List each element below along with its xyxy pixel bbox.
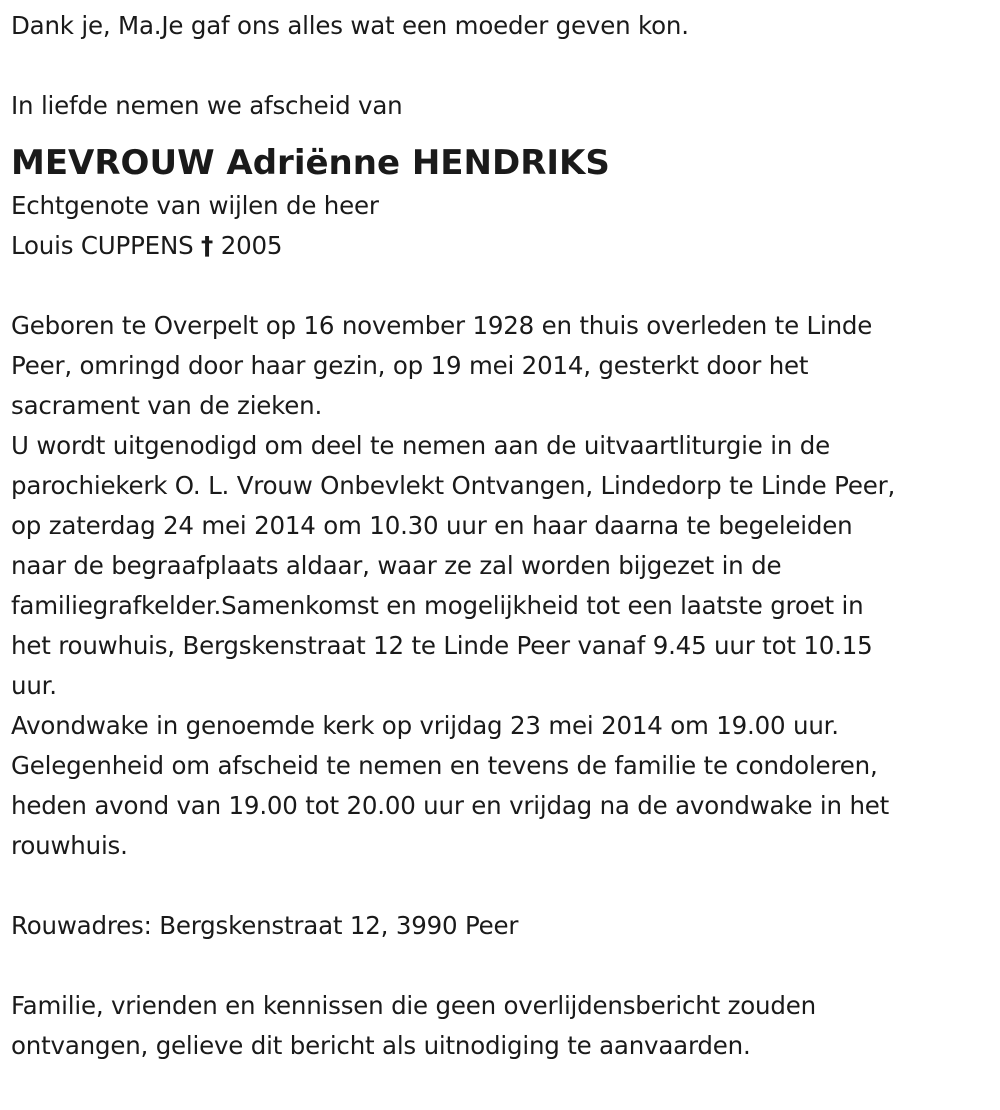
body-line: op zaterdag 24 mei 2014 om 10.30 uur en haar daarna te begeleiden [11,511,853,540]
cross-icon: † [201,231,214,260]
spouse-line: Echtgenote van wijlen de heer [11,191,379,220]
intro-line: In liefde nemen we afscheid van [11,91,403,120]
body-line: parochiekerk O. L. Vrouw Onbevlekt Ontvangen, Lindedorp te Linde Peer, [11,471,896,500]
spacer [11,266,996,306]
deceased-name: MEVROUW Adriënne HENDRIKS [11,143,610,183]
body-line: U wordt uitgenodigd om deel te nemen aan de uitvaartliturgie in de [11,431,830,460]
spacer [11,946,996,986]
mourning-address: Rouwadres: Bergskenstraat 12, 3990 Peer [11,911,519,940]
body-line: sacrament van de zieken. [11,391,323,420]
spacer [11,46,996,86]
spouse-death-year: 2005 [220,231,283,260]
opening-quote: Dank je, Ma.Je gaf ons alles wat een moeder geven kon. [11,11,689,40]
obituary-notice [11,6,996,1066]
body-line: naar de begraafplaats aldaar, waar ze zal worden bijgezet in de [11,551,782,580]
spouse-name: Louis CUPPENS [11,231,194,260]
body-line: uur. [11,671,57,700]
body-line: familiegrafkelder.Samenkomst en mogelijkheid tot een laatste groet in [11,591,864,620]
body-line: Avondwake in genoemde kerk op vrijdag 23 mei 2014 om 19.00 uur. [11,711,839,740]
spouse-name-line [11,226,996,266]
body-line: Peer, omringd door haar gezin, op 19 mei 2014, gesterkt door het [11,351,809,380]
closing-line: Familie, vrienden en kennissen die geen overlijdensbericht zouden [11,991,816,1020]
body-line: het rouwhuis, Bergskenstraat 12 te Linde Peer vanaf 9.45 uur tot 10.15 [11,631,873,660]
body-line: heden avond van 19.00 tot 20.00 uur en vrijdag na de avondwake in het [11,791,890,820]
body-line: Gelegenheid om afscheid te nemen en tevens de familie te condoleren, [11,751,878,780]
body-line: rouwhuis. [11,831,128,860]
spacer [11,866,996,906]
closing-line: ontvangen, gelieve dit bericht als uitnodiging te aanvaarden. [11,1031,751,1060]
body-line: Geboren te Overpelt op 16 november 1928 en thuis overleden te Linde [11,311,873,340]
